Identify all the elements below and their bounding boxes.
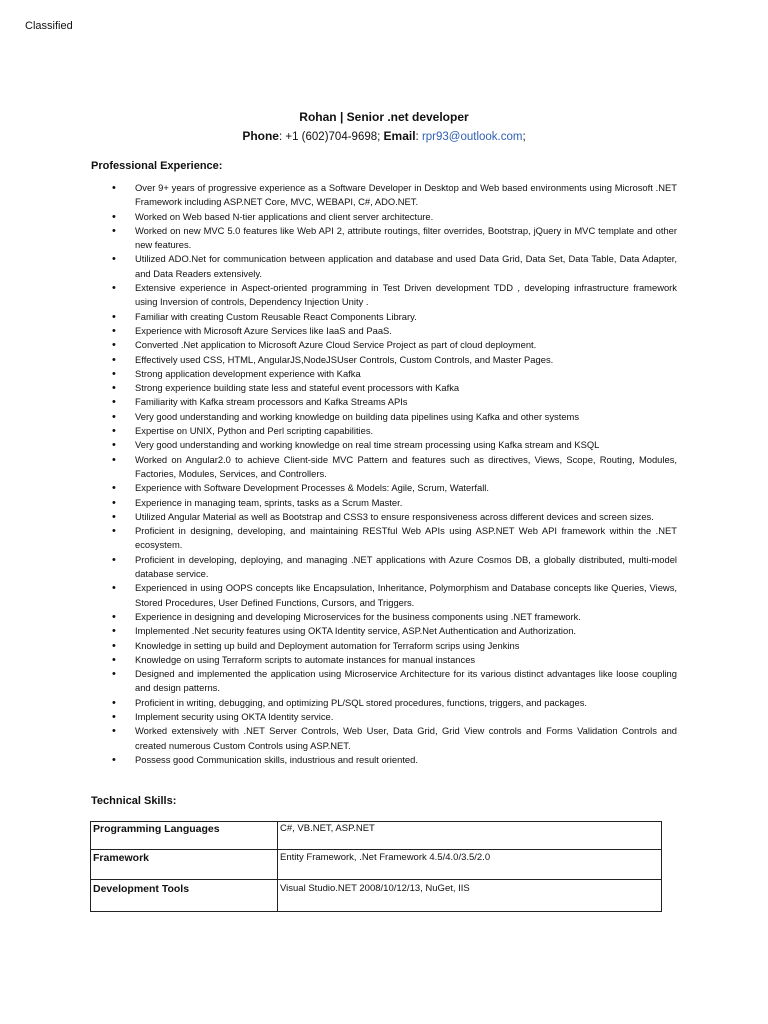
phone-label: Phone xyxy=(242,129,279,143)
experience-item: • Experience in designing and developing Microservices for the business components using .NET framework. xyxy=(135,610,677,624)
table-row xyxy=(91,850,662,880)
experience-item: • Strong application development experience with Kafka xyxy=(135,367,677,381)
skills-table xyxy=(90,821,662,912)
experience-item: • Designed and implemented the application using Microservice Architecture for its various distinct advantages like loose coupling and design patterns. xyxy=(135,667,677,696)
experience-item: • Extensive experience in Aspect-oriented programming in Test Driven development TDD , developing infrastructure framework using Inversion of controls, Dependency Injection Unity . xyxy=(135,281,677,310)
skill-value: Entity Framework, .Net Framework 4.5/4.0/3.5/2.0 xyxy=(278,850,662,880)
experience-item: • Over 9+ years of progressive experience as a Software Developer in Desktop and Web based environments using Microsoft .NET Framework including ASP.NET Core, MVC, WEBAPI, C#, ADO.NET. xyxy=(135,181,677,210)
skill-category: Development Tools xyxy=(91,880,278,912)
experience-item: • Very good understanding and working knowledge on real time stream processing using Kafka stream and KSQL xyxy=(135,438,677,452)
experience-item: • Strong experience building state less and stateful event processors with Kafka xyxy=(135,381,677,395)
experience-item: • Worked on Angular2.0 to achieve Client-side MVC Pattern and features such as directives, Views, Scope, Routing, Modules, Factories, Modules, Services, and Controllers. xyxy=(135,453,677,482)
experience-item: • Implemented .Net security features using OKTA Identity service, ASP.Net Authentication and Authorization. xyxy=(135,624,677,638)
skill-category: Framework xyxy=(91,850,278,880)
experience-item: • Utilized Angular Material as well as Bootstrap and CSS3 to ensure responsiveness across different devices and screen sizes. xyxy=(135,510,677,524)
experience-item: • Worked on Web based N-tier applications and client server architecture. xyxy=(135,210,677,224)
experience-item: • Possess good Communication skills, industrious and result oriented. xyxy=(135,753,677,767)
experience-item: • Knowledge on using Terraform scripts to automate instances for manual instances xyxy=(135,653,677,667)
skills-heading: Technical Skills: xyxy=(91,795,177,807)
experience-item: • Converted .Net application to Microsoft Azure Cloud Service Project as part of cloud deployment. xyxy=(135,338,677,352)
table-row xyxy=(91,880,662,912)
experience-list xyxy=(135,181,677,767)
resume-header xyxy=(0,110,768,144)
phone-value: : +1 (602)704-9698; xyxy=(278,131,384,143)
email-separator: : xyxy=(415,131,422,143)
experience-item: • Experience with Software Development Processes & Models: Agile, Scrum, Waterfall. xyxy=(135,481,677,495)
experience-item: • Familiar with creating Custom Reusable React Components Library. xyxy=(135,310,677,324)
table-row xyxy=(91,822,662,850)
experience-item: • Worked extensively with .NET Server Controls, Web User, Data Grid, Grid View controls and Forms Validation Controls and created numerous Custom Controls using ASP.NET. xyxy=(135,724,677,753)
experience-item: • Proficient in designing, developing, and maintaining RESTful Web APIs using ASP.NET Web API framework within the .NET ecosystem. xyxy=(135,524,677,553)
classification-label: Classified xyxy=(25,20,73,32)
experience-item: • Implement security using OKTA Identity service. xyxy=(135,710,677,724)
experience-heading: Professional Experience: xyxy=(91,160,223,172)
experience-item: • Knowledge in setting up build and Deployment automation for Terraform scrips using Jenkins xyxy=(135,639,677,653)
email-suffix: ; xyxy=(522,131,526,143)
experience-item: • Expertise on UNIX, Python and Perl scripting capabilities. xyxy=(135,424,677,438)
experience-item: • Familiarity with Kafka stream processors and Kafka Streams APIs xyxy=(135,395,677,409)
skill-category: Programming Languages xyxy=(91,822,278,850)
contact-line xyxy=(0,129,768,144)
experience-item: • Utilized ADO.Net for communication between application and database and used Data Grid, Data Set, Data Table, Data Adapter, and Data Readers extensively. xyxy=(135,252,677,281)
experience-item: • Experience in managing team, sprints, tasks as a Scrum Master. xyxy=(135,496,677,510)
experience-item: • Experience with Microsoft Azure Services like IaaS and PaaS. xyxy=(135,324,677,338)
experience-item: • Experienced in using OOPS concepts like Encapsulation, Inheritance, Polymorphism and Database concepts like Queries, Views, Stored Procedures, User Defined Functions, Cursors, and Triggers. xyxy=(135,581,677,610)
skill-value: C#, VB.NET, ASP.NET xyxy=(278,822,662,850)
skill-value: Visual Studio.NET 2008/10/12/13, NuGet, IIS xyxy=(278,880,662,912)
experience-item: • Proficient in developing, deploying, and managing .NET applications with Azure Cosmos DB, a globally distributed, multi-model database service. xyxy=(135,553,677,582)
experience-item: • Worked on new MVC 5.0 features like Web API 2, attribute routings, filter overrides, Bootstrap, jQuery in MVC template and other new features. xyxy=(135,224,677,253)
experience-item: • Effectively used CSS, HTML, AngularJS,NodeJSUser Controls, Custom Controls, and Master Pages. xyxy=(135,353,677,367)
email-label: Email xyxy=(383,129,416,143)
experience-item: • Very good understanding and working knowledge on building data pipelines using Kafka and other systems xyxy=(135,410,677,424)
candidate-name-title: Rohan | Senior .net developer xyxy=(299,110,469,124)
experience-item: • Proficient in writing, debugging, and optimizing PL/SQL stored procedures, functions, triggers, and packages. xyxy=(135,696,677,710)
email-link[interactable]: rpr93@outlook.com xyxy=(421,131,523,143)
